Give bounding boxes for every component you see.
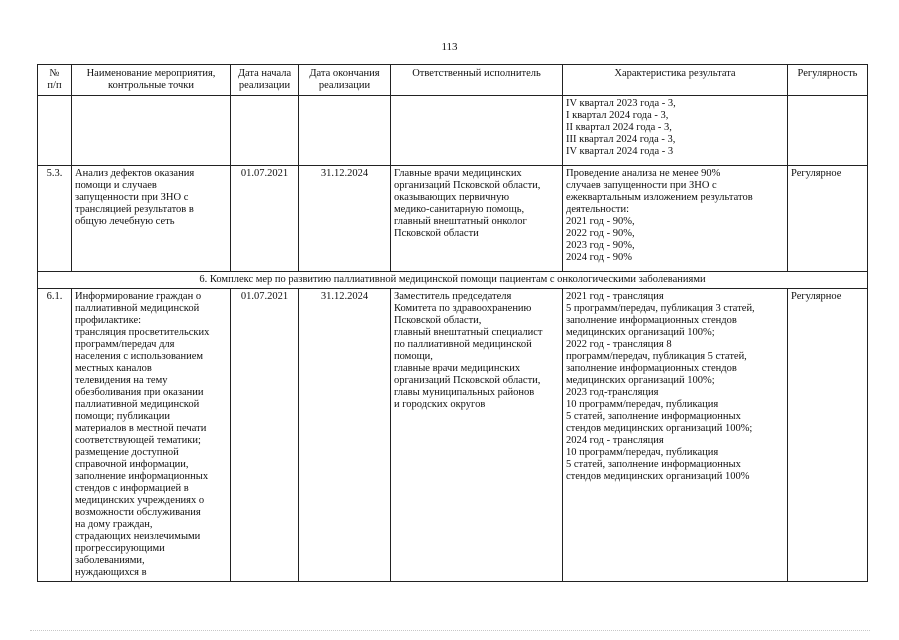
cell-start-date xyxy=(231,96,299,166)
cell-result: 2021 год - трансляция 5 программ/передач, публикация 3 статей, заполнение информационных стендов медицинских организаций 100%; 2022 год - трансляция 8 программ/передач, публикация 5 статей, заполнение информационных стендов медицинских организаций 100%; 2023 год-трансляция 10 программ/передач, публикация 5 статей, заполнение информационных стендов медицинских организаций 100%; 2024 год - трансляция 10 программ/передач, публикация 5 статей, заполнение информационных стендов медицинских организаций 100% xyxy=(563,289,788,582)
header-responsible: Ответственный исполнитель xyxy=(391,65,563,96)
page-number: 113 xyxy=(441,41,458,53)
header-name: Наименование мероприятия, контрольные точки xyxy=(72,65,231,96)
cell-end-date xyxy=(299,96,391,166)
cell-result: Проведение анализа не менее 90% случаев запущенности при ЗНО с ежеквартальным изложением результатов деятельности: 2021 год - 90%, 2022 год - 90%, 2023 год - 90%, 2024 год - 90% xyxy=(563,166,788,272)
header-num: № п/п xyxy=(38,65,72,96)
cell-responsible xyxy=(391,96,563,166)
header-end-date: Дата окончания реализации xyxy=(299,65,391,96)
cell-num: 5.3. xyxy=(38,166,72,272)
cell-start-date: 01.07.2021 xyxy=(231,289,299,582)
cell-result: IV квартал 2023 года - 3, I квартал 2024 года - 3, II квартал 2024 года - 3, III квартал 2024 года - 3, IV квартал 2024 года - 3 xyxy=(563,96,788,166)
scan-artifact-line xyxy=(30,630,870,632)
cell-responsible: Заместитель председателя Комитета по здравоохранению Псковской области, главный внештатный специалист по паллиативной медицинской помощи, главные врачи медицинских организаций Псковской области, главы муниципальных районов и городских округов xyxy=(391,289,563,582)
cell-num xyxy=(38,96,72,166)
cell-start-date: 01.07.2021 xyxy=(231,166,299,272)
header-start-date: Дата начала реализации xyxy=(231,65,299,96)
table-row xyxy=(38,96,868,166)
cell-name: Информирование граждан о паллиативной медицинской профилактике: трансляция просветительских программ/передач для населения с использованием местных каналов телевидения на тему обезболивания при оказании паллиативной медицинской помощи; публикации материалов в местной печати соответствующей тематики; размещение доступной справочной информации, заполнение информационных стендов с информацией в медицинских учреждениях о возможности обслуживания на дому граждан, страдающих неизлечимыми прогрессирующими заболеваниями, нуждающихся в xyxy=(72,289,231,582)
header-result: Характеристика результата xyxy=(563,65,788,96)
cell-name: Анализ дефектов оказания помощи и случаев запущенности при ЗНО с трансляцией результатов в общую лечебную сеть xyxy=(72,166,231,272)
cell-responsible: Главные врачи медицинских организаций Псковской области, оказывающих первичную медико-санитарную помощь, главный внештатный онколог Псковской области xyxy=(391,166,563,272)
cell-end-date: 31.12.2024 xyxy=(299,166,391,272)
cell-regularity: Регулярное xyxy=(788,166,868,272)
cell-regularity xyxy=(788,96,868,166)
cell-num: 6.1. xyxy=(38,289,72,582)
table-row xyxy=(38,166,868,272)
cell-regularity: Регулярное xyxy=(788,289,868,582)
cell-end-date: 31.12.2024 xyxy=(299,289,391,582)
table-row xyxy=(38,289,868,582)
section-6-title: 6. Комплекс мер по развитию паллиативной медицинской помощи пациентам с онкологическими заболеваниями xyxy=(38,272,868,289)
header-regularity: Регулярность xyxy=(788,65,868,96)
measures-table xyxy=(37,64,868,582)
table-header-row xyxy=(38,65,868,96)
section-heading-row xyxy=(38,272,868,289)
cell-name xyxy=(72,96,231,166)
